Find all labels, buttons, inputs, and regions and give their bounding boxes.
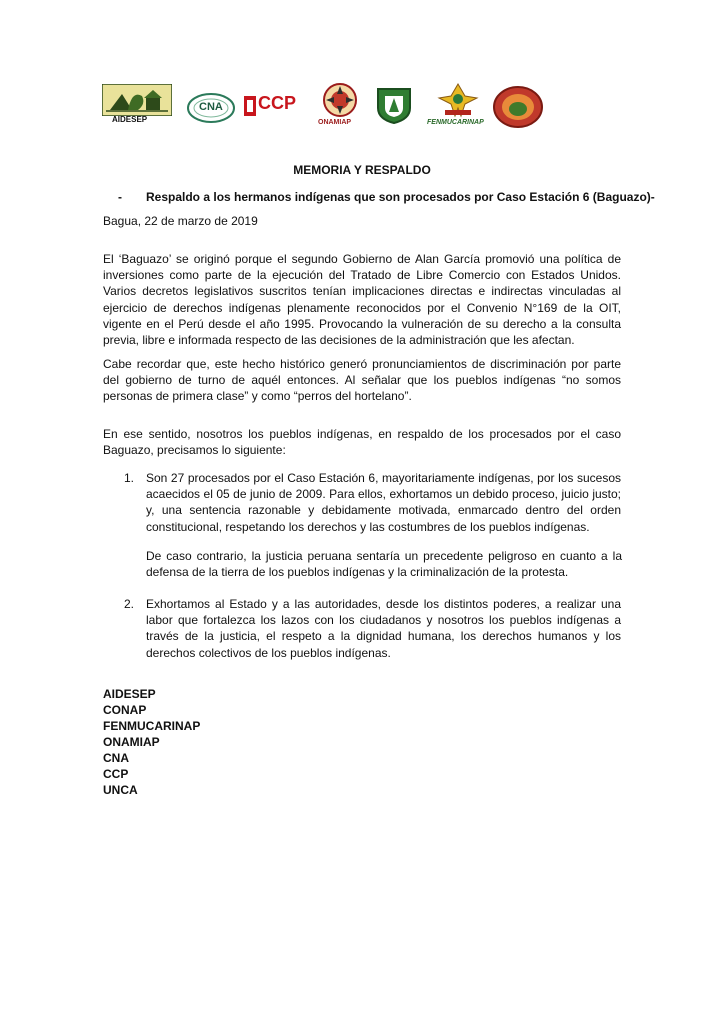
signatory: ONAMIAP: [103, 735, 160, 749]
signatory: FENMUCARINAP: [103, 719, 201, 733]
conap-logo: [492, 85, 548, 129]
fenmucarinap-emblem-icon: [435, 82, 481, 118]
logo-strip: [100, 82, 550, 130]
onamiap-caption: ONAMIAP: [318, 119, 352, 126]
unca-shield-icon: [375, 86, 413, 124]
paragraph-origin: El ‘Baguazo’ se originó porque el segundo Gobierno de Alan García promovió una política de inversiones como parte de la ejecución del Tratado de Libre Comercio con Estados Unidos. Varios decretos legislativos suscritos tenían implicaciones directas e indirectas vinculadas al ejercicio de derechos indígenas plenamente reconocidos por el Convenio N°169 de la OIT, vigente en el Perú desde el año 1995. Provocando la vulneración de su derecho a la consulta previa, libre e informada respecto de las decisiones de la administración que les afectan.: [103, 252, 621, 348]
document-subtitle: [118, 190, 655, 204]
paragraph-history: Cabe recordar que, este hecho histórico generó pronunciamientos de discriminación por parte del gobierno de turno de aquél entonces. Al señalar que los pueblos indígenas “no somos personas de primera clase” y como “perros del hortelano”.: [103, 357, 621, 404]
list-item-text: Exhortamos al Estado y a las autoridades, desde los distintos poderes, a realizar una labor que fortalezca los lazos con los ciudadanos y nosotros los pueblos indígenas a través de la justicia, el respeto a la dignidad humana, los derechos humanos y los derechos colectivos de los pueblos indígenas.: [146, 597, 621, 660]
list-item: [124, 596, 621, 661]
list-item-number: 2.: [124, 597, 135, 611]
signatory: CONAP: [103, 703, 147, 717]
unca-logo: [375, 86, 415, 126]
list-item-text: Son 27 procesados por el Caso Estación 6, mayoritariamente indígenas, por los sucesos acaecidos el 05 de junio de 2009. Para ellos, exhortamos un debido proceso, juicio justo; y, una sentencia razonable y debidamente motivada, enmarcado dentro del orden constitucional, respetando los derechos y las costumbres de los pueblos indígenas.: [146, 471, 621, 534]
subtitle-dash: -: [118, 190, 122, 204]
subtitle-text: Respaldo a los hermanos indígenas que son procesados por Caso Estación 6 (Baguazo)-: [146, 190, 655, 204]
document-title: MEMORIA Y RESPALDO: [293, 163, 431, 177]
fenmucarinap-caption: FENMUCARINAP: [427, 119, 484, 126]
aidesep-emblem-icon: [102, 84, 172, 116]
document-date: Bagua, 22 de marzo de 2019: [103, 214, 258, 228]
onamiap-logo: [314, 82, 366, 130]
signatory: UNCA: [103, 783, 138, 797]
signatory-list: [103, 686, 200, 798]
fenmucarinap-logo: [427, 82, 489, 130]
paragraph-intro: En ese sentido, nosotros los pueblos indígenas, en respaldo de los procesados por el caso Baguazo, precisamos lo siguiente:: [103, 427, 621, 458]
aidesep-caption: AIDESEP: [112, 115, 148, 124]
signatory: AIDESEP: [103, 687, 156, 701]
ccp-caption: CCP: [258, 93, 297, 113]
signatory: CCP: [103, 767, 129, 781]
list-item-number: 1.: [124, 471, 135, 485]
aidesep-logo: [102, 84, 172, 124]
onamiap-emblem-icon: [319, 82, 361, 118]
conap-emblem-icon: [492, 85, 544, 129]
cna-logo: [186, 92, 236, 126]
signatory: CNA: [103, 751, 129, 765]
list-item-note: De caso contrario, la justicia peruana sentaría un precedente peligroso en cuanto a la defensa de la tierra de los pueblos indígenas y la criminalización de la protesta.: [146, 549, 622, 580]
list-item: [124, 470, 621, 535]
ccp-logo: [243, 93, 305, 127]
cna-caption: CNA: [199, 101, 223, 113]
ccp-flag-icon: [243, 95, 257, 119]
